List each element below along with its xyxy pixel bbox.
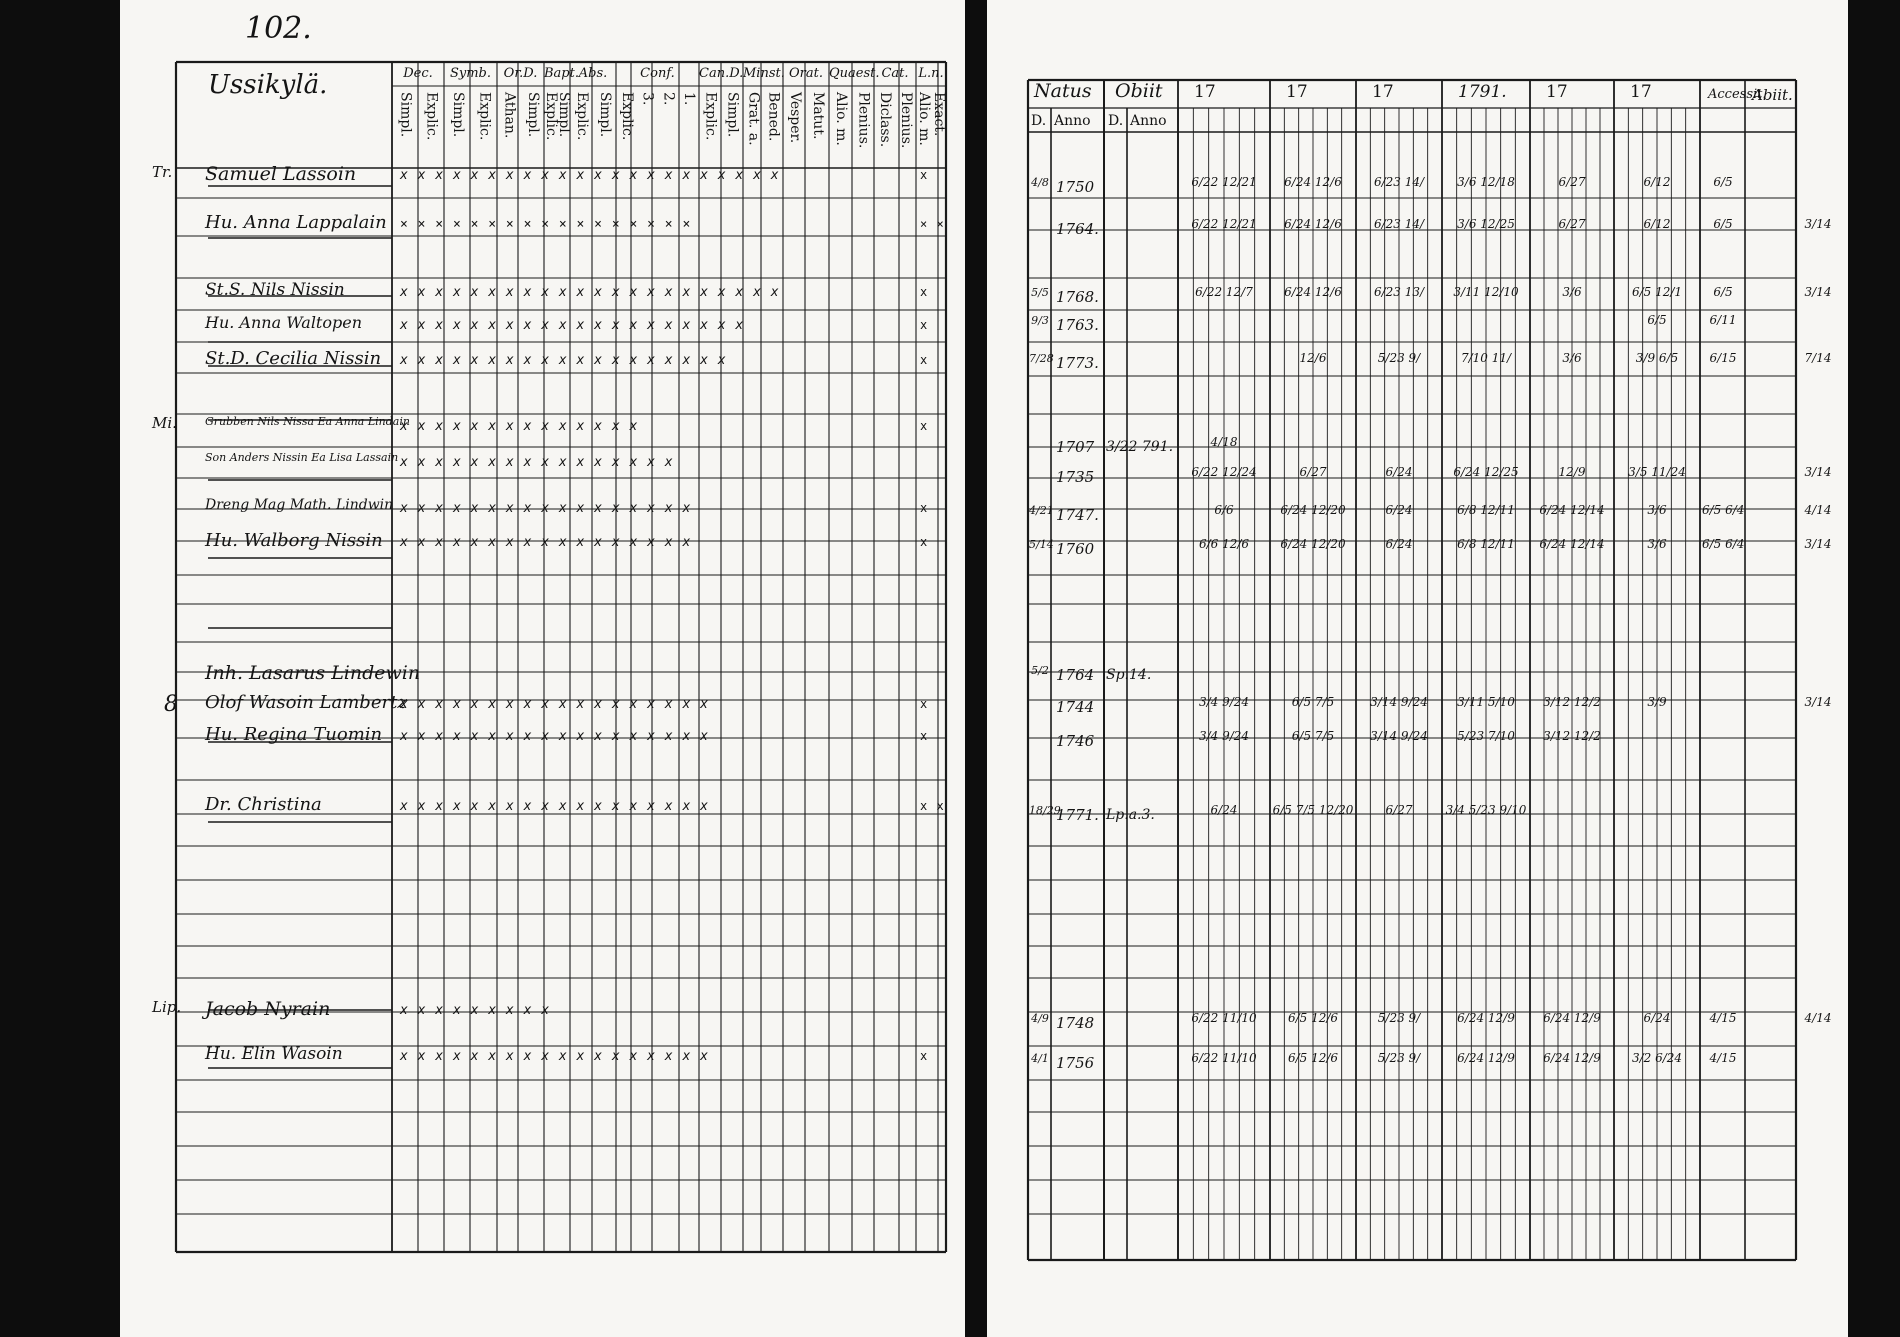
accessit-entry: 6/5 [1713,217,1733,231]
column-sub-header: Explic. [618,92,635,141]
year-entry: 6/24 [1385,503,1413,517]
reading-mark: x [920,535,929,549]
year-entry: 7/10 11/ [1460,351,1512,365]
birth-year: 1744 [1056,698,1095,716]
birth-day-month: 5/2 [1031,664,1049,677]
exam-marks: x x x x x x x x x x x x x x x x x x [400,799,709,814]
column-group-header: Symb. [449,66,492,81]
column-sub-header: Grat. a. [745,92,762,146]
year-entry: 3/4 9/24 [1198,695,1250,709]
column-sub-header: Athan. [501,92,518,139]
obiit-header: Obiit [1115,80,1163,102]
column-sub-header: Explic. [702,92,719,141]
column-sub-header: Simpl. [397,92,414,138]
column-sub-header: Exact. [931,92,947,137]
abiit-entry: 4/14 [1804,1011,1832,1025]
year-entry: 3/4 5/23 9/10 [1445,803,1527,817]
year-entry: 6/22 11/10 [1191,1011,1257,1025]
obiit-anno-header: Anno [1130,113,1167,129]
person-name: Hu. Anna Lappalain [205,212,387,233]
exam-marks: x x x x x x x x x x x x x x x x x x x [400,353,727,368]
reading-mark: x [920,501,929,515]
exam-marks: x x x x x x x x x x x x x x [400,419,639,434]
year-entry: 6/24 12/6 [1284,217,1342,231]
reading-mark: x x [920,799,945,813]
year-entry: 6/24 [1210,803,1238,817]
birth-day-month: 4/21 [1029,504,1054,517]
year-entry: 6/24 12/9 [1543,1011,1601,1025]
year-header: 17 [1546,82,1568,102]
person-name: Dreng Mag Math. Lindwin [205,497,394,513]
exam-marks: x x x x x x x x x x x x x x x x x x [400,729,709,744]
birth-year: 1746 [1056,732,1095,750]
year-entry: 6/22 12/21 [1191,217,1257,231]
year-entry: 6/24 12/14 [1539,537,1605,551]
exam-marks: x x x x x x x x x [400,1003,551,1018]
column-group-header: Cat. [881,66,909,81]
column-group-header: Orat. [789,66,823,81]
person-name: Hu. Regina Tuomin [205,724,383,745]
person-name: Hu. Anna Waltopen [205,313,363,332]
accessit-entry: 6/5 [1713,175,1733,189]
natus-d-header: D. [1031,113,1047,129]
year-entry: 5/23 9/ [1377,1051,1421,1065]
year-entry: 6/8 12/11 [1457,537,1515,551]
year-entry: 6/24 12/20 [1280,537,1346,551]
year-entry: 6/24 12/20 [1280,503,1346,517]
person-name: Hu. Walborg Nissin [205,530,383,551]
column-group-header: Quaest. [829,66,880,81]
margin-note: Tr. [152,163,173,181]
birth-year: 1735 [1056,468,1095,486]
year-entry: 6/24 [1385,465,1413,479]
year-entry: 6/5 7/5 12/20 [1272,803,1354,817]
year-entry: 6/12 [1643,175,1671,189]
year-entry: 5/23 7/10 [1457,729,1515,743]
abiit-entry: 3/14 [1804,695,1832,709]
year-entry: 6/24 12/6 [1284,285,1342,299]
abiit-entry: 3/14 [1804,217,1832,231]
year-entry: 3/6 [1562,351,1582,365]
column-sub-header: Diclass. [877,92,893,148]
year-entry: 6/5 7/5 [1291,729,1335,743]
column-sub-header: Explic. [574,92,590,141]
year-header: 1791. [1458,82,1507,102]
reading-mark: x [920,1049,929,1063]
year-entry: 3/6 [1647,537,1667,551]
margin-note: 8 [164,692,178,717]
birth-year: 1756 [1056,1054,1095,1072]
page-number: 102. [245,11,312,46]
person-name: Samuel Lassoin [205,163,357,185]
year-entry: 6/22 12/21 [1191,175,1257,189]
column-sub-header: 2. [660,92,677,106]
year-entry: 5/23 9/ [1377,1011,1421,1025]
margin-note: Lip. [152,998,182,1016]
year-entry: 6/6 [1214,503,1234,517]
accessit-header: Accessit. [1708,87,1767,102]
column-sub-header: Matut. [810,92,826,140]
reading-mark: x [920,318,929,332]
year-entry: 6/12 [1643,217,1671,231]
year-entry: 5/23 9/ [1377,351,1421,365]
column-sub-header: Simpl. [556,92,572,138]
year-entry: 3/12 12/2 [1543,729,1601,743]
exam-marks: x x x x x x x x x x x x x x x x x x [400,697,709,712]
exam-marks: x x x x x x x x x x x x x x x x x x x x x x [400,285,780,300]
column-sub-header: Vesper. [787,92,803,144]
column-group-header: Conf. [640,66,675,81]
year-entry: 6/24 12/9 [1457,1011,1515,1025]
year-entry: 6/24 12/25 [1453,465,1519,479]
year-entry: 6/8 12/11 [1457,503,1515,517]
column-sub-header: 1. [681,92,698,106]
birth-day-month: 5/5 [1031,286,1049,299]
accessit-entry: 4/15 [1709,1011,1737,1025]
reading-mark: x [920,285,929,299]
accessit-entry: 4/15 [1709,1051,1737,1065]
year-entry: 3/4 9/24 [1198,729,1250,743]
abiit-entry: 4/14 [1804,503,1832,517]
reading-mark: × × [920,217,945,231]
column-sub-header: Explic. [543,92,559,141]
natus-header: Natus [1034,80,1092,102]
year-entry: 6/24 12/6 [1284,175,1342,189]
year-entry: 3/6 12/25 [1457,217,1515,231]
exam-marks: x x x x x x x x x x x x x x x x x [400,501,692,516]
birth-year: 1764. [1056,220,1099,238]
year-entry: 6/5 7/5 [1291,695,1335,709]
person-name: St.S. Nils Nissin [205,280,345,300]
birth-year: 1760 [1056,540,1095,558]
year-entry: 6/27 [1558,175,1586,189]
birth-year: 1750 [1056,178,1095,196]
year-entry: 6/24 [1385,537,1413,551]
reading-mark: x [920,353,929,367]
birth-day-month: 9/3 [1031,314,1049,327]
year-entry: 6/23 14/ [1373,217,1425,231]
birth-year: 1768. [1056,288,1099,306]
column-group-header: Dec. [403,66,433,81]
person-name: Son Anders Nissin Ea Lisa Lassain [205,451,399,464]
column-sub-header: Simpl. [449,92,466,138]
column-group-header: L.n. [918,66,944,81]
exam-marks: x x x x x x x x x x x x x x x x [400,455,674,470]
year-entry: 6/5 12/1 [1631,285,1683,299]
column-sub-header: Simpl. [724,92,741,138]
person-name: Dr. Christina [205,794,322,815]
year-entry: 6/24 [1643,1011,1671,1025]
column-group-header: Minst. [743,66,785,81]
year-entry: 6/5 12/6 [1287,1011,1339,1025]
birth-day-month: 4/1 [1031,1052,1049,1065]
accessit-entry: 6/5 6/4 [1702,503,1745,517]
year-entry: 3/2 6/24 [1631,1051,1683,1065]
birth-day-month: 4/9 [1031,1012,1049,1025]
year-entry: 3/6 [1562,285,1582,299]
year-entry: 6/24 12/9 [1543,1051,1601,1065]
obiit-d-header: D. [1108,113,1124,129]
year-entry: 3/6 [1647,503,1667,517]
column-sub-header: Alio. m. [916,92,932,146]
year-entry: 3/14 9/24 [1370,695,1428,709]
year-header: 17 [1286,82,1308,102]
year-entry: 6/24 12/9 [1457,1051,1515,1065]
column-group-header: Or.D. [503,66,538,81]
year-entry: 6/5 [1647,313,1667,327]
column-sub-header: 3. [639,92,656,106]
person-name: Inh. Lasarus Lindewin [205,662,421,684]
birth-year: 1747. [1056,506,1099,524]
year-entry: 6/23 14/ [1373,175,1425,189]
column-sub-header: Explic. [476,92,493,141]
abiit-entry: 3/14 [1804,537,1832,551]
person-name: Grubben Nils Nissa Ea Anna Lindain [205,415,410,428]
natus-anno-header: Anno [1054,113,1091,129]
birth-day-month: 7/28 [1029,352,1054,365]
year-entry: 3/11 5/10 [1457,695,1515,709]
column-sub-header: Explic. [423,92,440,141]
year-entry: 6/22 11/10 [1191,1051,1257,1065]
death-entry: Sp.14. [1106,667,1152,683]
birth-year: 1773. [1056,354,1099,372]
year-entry: 6/27 [1558,217,1586,231]
year-entry: 6/24 12/14 [1539,503,1605,517]
exam-marks: × × × × × × × × × × × × × × × × × [400,217,692,232]
year-entry: 3/12 12/2 [1543,695,1601,709]
abiit-entry: 7/14 [1804,351,1832,365]
death-entry: Lp.a.3. [1106,807,1155,823]
birth-year: 1748 [1056,1014,1095,1032]
year-entry: 6/23 13/ [1373,285,1425,299]
year-entry: 6/22 12/24 [1191,465,1257,479]
reading-mark: x [920,697,929,711]
year-entry: 6/22 12/7 [1195,285,1253,299]
accessit-entry: 6/5 [1713,285,1733,299]
year-header: 17 [1630,82,1652,102]
birth-year: 1763. [1056,316,1099,334]
year-entry: 3/9 [1647,695,1667,709]
year-entry: 6/5 12/6 [1287,1051,1339,1065]
exam-marks: x x x x x x x x x x x x x x x x x [400,535,692,550]
margin-note: Mi. [152,414,177,432]
death-entry: 3/22 791. [1106,439,1174,455]
year-entry: 3/6 12/18 [1457,175,1515,189]
year-entry: 6/6 12/6 [1198,537,1250,551]
column-sub-header: Plenius. [855,92,872,149]
abiit-entry: 3/14 [1804,465,1832,479]
year-entry: 3/14 9/24 [1370,729,1428,743]
year-entry: 6/27 [1385,803,1413,817]
reading-mark: x [920,729,929,743]
person-name: Hu. Elin Wasoin [205,1044,343,1064]
abiit-header: Abiit. [1752,86,1793,104]
birth-year: 1707 [1056,438,1095,456]
birth-day-month: 18/29 [1029,804,1061,817]
person-name: Jacob Nyrain [205,998,331,1020]
reading-mark: x [920,419,929,433]
column-group-header: Abs. [578,66,608,81]
birth-day-month: 4/8 [1031,176,1049,189]
accessit-entry: 6/11 [1709,313,1737,327]
reading-mark: x [920,168,929,182]
person-name: St.D. Cecilia Nissin [205,348,382,369]
column-group-header: Can.D. [699,66,744,81]
exam-marks: x x x x x x x x x x x x x x x x x x x x [400,318,745,333]
person-name: Olof Wasoin Lambertz [205,692,407,713]
year-entry: 12/9 [1558,465,1586,479]
birth-day-month: 5/14 [1029,538,1054,551]
year-entry: 3/5 11/24 [1628,465,1686,479]
exam-marks: x x x x x x x x x x x x x x x x x x x x x x [400,168,780,183]
accessit-entry: 6/15 [1709,351,1737,365]
column-sub-header: Bened. [765,92,782,142]
accessit-entry: 6/5 6/4 [1702,537,1745,551]
year-entry: 3/9 6/5 [1635,351,1679,365]
column-sub-header: Simpl. [597,92,613,138]
year-header: 17 [1372,82,1394,102]
village-name: Ussikylä. [208,70,328,100]
year-entry: 6/27 [1299,465,1327,479]
year-entry: 4/18 [1210,435,1238,449]
column-sub-header: Alio. m. [832,92,849,146]
exam-marks: x x x x x x x x x x x x x x x x x x [400,1049,709,1064]
year-entry: 12/6 [1299,351,1327,365]
abiit-entry: 3/14 [1804,285,1832,299]
column-group-header: Bapt. [544,66,579,81]
year-entry: 3/11 12/10 [1453,285,1519,299]
birth-year: 1771. [1056,806,1099,824]
year-header: 17 [1194,82,1216,102]
birth-year: 1764 [1056,666,1095,684]
column-sub-header: Plenius. [898,92,914,149]
column-sub-header: Simpl. [524,92,541,138]
